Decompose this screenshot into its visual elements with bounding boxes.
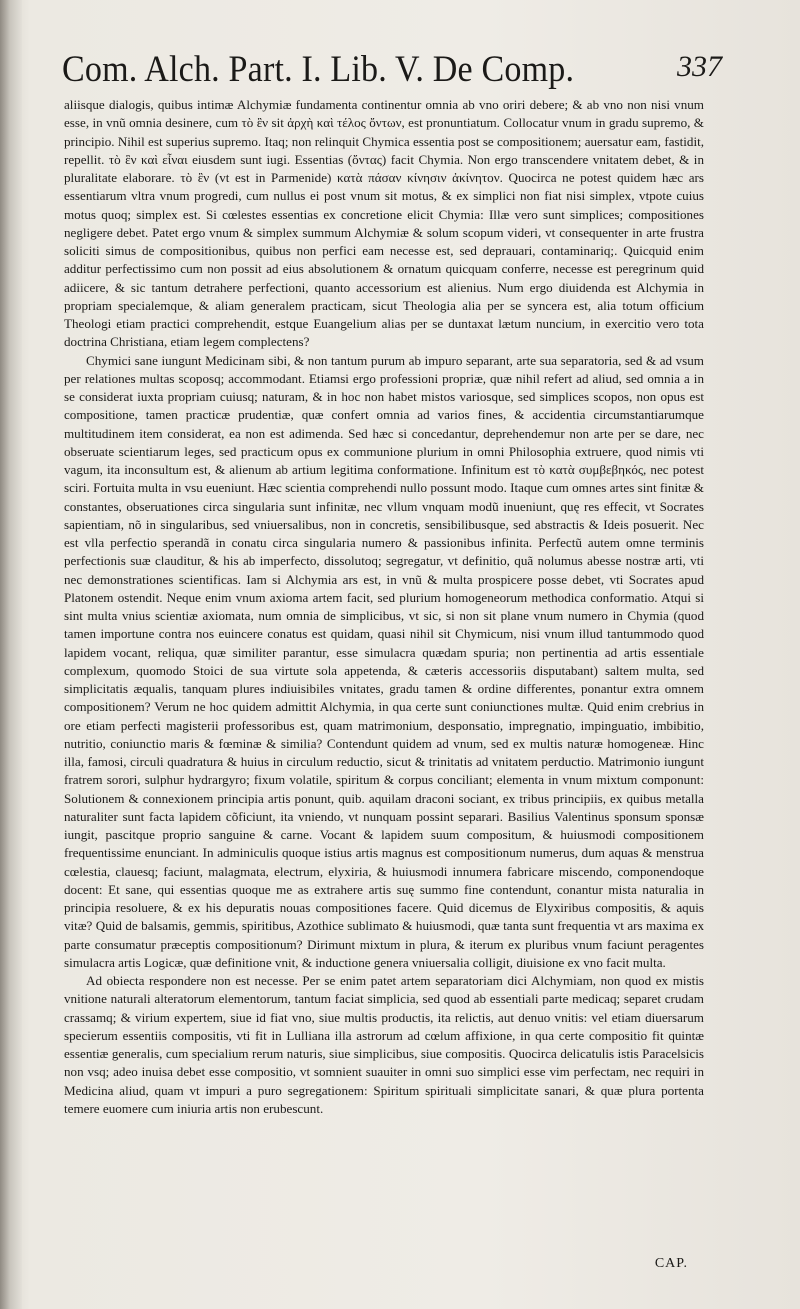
catchword: CAP. xyxy=(654,1256,688,1271)
paragraph-2: Chymici sane iungunt Medicinam sibi, & non tantum purum ab impuro separant, arte sua separatoria, sed & ad vsum per relationes multas scoposq; accommodant. Etiamsi ergo professioni propriæ, quæ nihil refert ad aliud, sed omnia a in se considerat iuxta propriam cuiusq; naturam, & in hoc non habet mistos variosque, sed simplices scopos, non opus est compositione, tamen practicæ prudentiæ, quæ confert omnia ad varios fines, & accidentia circumstantiarumque multitudinem item considerat, ea non est adimenda. Sed hæc si concedantur, deprehendemur non arte per se dare, nec obseruate scientiarum leges, sed practicum opus ex communione plurium in omni Philosophia extruere, quod nimis vti vagum, ita inconsultum est, & alienum ab artium legitima conformatione. Infinitum est τὸ κατὰ συμβεβηκός, nec potest sciri. Fortuita multa in vsu eueniunt. Hæc scientia comprehendi nullo possunt modo. Itaque cum omnes artes sint finitæ & constantes, obseruationes circa singularia sunt infinitæ, nec vllum vnquam modũ inueniunt, quę res effecit, vt Socrates sapientiam, nõ in singularibus, sed vniuersalibus, non in concretis, sensibilibusque, sed abstractis & Ideis posuerit. Nec est vlla perfectio sperandã in conatu circa singularia numero & passionibus infinita. Perfectũ autem omne terminis perfectionis suæ clauditur, & his ab imperfecto, dissolutoq; segregatur, vt definitio, quã nolumus abesse nostræ arti, vti nec demonstrationes scientificas. Iam si Alchymia ars est, in vnũ & multa prospicere posse debet, vti Socrates apud Platonem ostendit. Neque enim vnum axioma artem facit, sed plurium homogeneorum methodica conformatio. Atqui si sint multa vnius scientiæ axiomata, num omnia de simplicibus, vt sic, si non sit plane vnum numero in Chymia (quod tamen importune contra nos euincere conatus est quidam, quasi nihil sit Chymicum, nisi vnum illud tantummodo quod lapidem vocant, reliqua, quæ similiter parantur, esse simulacra quædam spuria; non pertinentia ad artis essentiale complexum, quomodo Stoici de sua virtute sola appetenda, & cæteris accessoriis disputabant) saltem multa, sed simplicitatis æqualis, tanquam plures indiuisibiles vnitates, gradu tamen & ordine differentes, ponantur extra omnem compositionem? Verum ne hoc quidem admittit Alchymia, in qua certe sunt coniunctiones multæ. Quid enim crebrius in ore etiam perfecti magisterii professoribus est, quam matrimonium, desponsatio, impregnatio, impinguatio, imbibitio, nutritio, coniunctio maris & fœminæ & similia? Contendunt quidem ad vnum, sed ex multis naturæ homogeneæ. Hinc illa, famosi, circuli quadratura & huius in circulum reductio, sicut & trinitatis ad vnitatem perductio. Matrimonio iungunt fratrem sorori, sulphur hydrargyro; fixum volatile, spiritum & corpus conciliant; elementa in vnum mixtum componunt: Solutionem & connexionem principia artis ponunt, quib. aquilam draconi sociant, ex tribus principiis, ex quibus metalla naturaliter sunt facta lapidem cõficiunt, ita vniendo, vt nunquam possint separari. Basilius Valentinus sponsum sponsæ iungit, pascitque proprio sanguine & carne. Vocant & lapidem suum compositum, & huiusmodi compositionem frequentissime enunciant. In adminiculis quoque istius artis magnus est compositionum numerus, dum aquas & menstrua cœlestia, clauesq; faciunt, malagmata, electrum, elyxiria, & huiusmodi innumera fabricare miscendo, componendoque docent: Et sane, qui essentias quoque me as extrahere artis suę summo fine contendunt, conantur mista naturalia in principia resoluere, & ex his depuratis nouas compositiones facere. Quid dicemus de Elyxiribus compositis, & aquis vitæ? Quid de balsamis, gemmis, spiritibus, Azothice sublimato & huiusmodi, quæ tanta sunt frequentia vt ars maxima ex parte consumatur præceptis compositionum? Dirimunt mixtum in plura, & iterum ex pluribus vnum faciunt peragentes simulacra artis Logicæ, quæ definitione vnit, & inductione genera vniuersalia colligit, diuisione ex vno facit multa. xyxy=(64,352,704,970)
paragraph-1: aliisque dialogis, quibus intimæ Alchymiæ fundamenta continentur omnia ab vno oriri debere; & ab vno non nisi vnum esse, in vnũ omnia desinere, cum τὸ ἓν sit ἀρχὴ καὶ τέλος ὄντων, est pronuntiatum. Collocatur vnum in gradu supremo, & principio. Nihil est superius supremo. Itaq; non relinquit Chymica essentia post se compositionem; auersatur eam, fastidit, repellit. τὸ ἓν καὶ εἶναι eiusdem sunt iugi. Essentias (ὄντας) facit Chymia. Non ergo transcendere vnitatem debet, & in pluralitate elaborare. τὸ ἓν (vt est in Parmenide) κατὰ πάσαν κίνησιν ἀκίνητον. Quocirca ne potest quidem hæc ars essentiarum vltra vnum progredi, cum nullus ei post vnum sit motus, & ex simplici non fiat nisi simplex, vtpote cuius motus quoq; simplex est. Si cœlestes essentias ex concretione elicit Chymia: Illæ vero sunt simplices; compositiones negligere debet. Patet ergo vnum & simplex summum Alchymiæ & solum scopum videri, vt consequenter in arte frustra soliciti simus de compositionibus, quibus non perfici eam necesse est, sed deprauari, contaminariq;. Quicquid enim additur perfectissimo cum non possit ad eius absolutionem & ornatum quicquam conferre, necesse est peregrinum quid adiicere, & sic tantum detrahere perfectioni, quanto accessorium est alienius. Num ergo diuidenda est Alchymia in propriam specialemque, & aliam generalem practicam, sicut Theologia alia per se syncera est, alia totum officium Theologi etiam practici comprehendit, estque Euangelium alias per se duntaxat lætum nuncium, in exercitio vero tota doctrina Christiana, etiam legem complectens? xyxy=(64,97,704,350)
page-number: 337 xyxy=(677,50,722,83)
body-text xyxy=(64,96,704,1118)
binding-gutter xyxy=(0,0,22,1309)
paragraph-3: Ad obiecta respondere non est necesse. Per se enim patet artem separatoriam dici Alchymiam, non quod ex mistis vnitione naturali alteratorum elementorum, tantum faciat simplicia, sed quod ab essentiali parte medicaq; separet crudam crassamq; & virium expertem, siue id fiat vno, siue multis productis, ita relictis, aut denuo vnitis: vel etiam diuersarum specierum essentiis compositis, vti fit in Lulliana illa astrorum ad cœlum affixione, in qua certe compositio fit quintæ essentiæ generalis, cum specialium rerum naturis, siue simplicibus, siue compositis. Quocirca delicatulis istis Paracelsicis non vsq; adeo inuisa debet esse compositio, vt somnient suauiter in omni suo simplici esse vim perfectam, nec requiri in Medicina aliud, quam vt impuri a puro segregationem: Spiritum spirituali simplicitate sanari, & quæ plura portenta temere euomere cum iniuria artis non erubescunt. xyxy=(64,973,704,1116)
running-head: Com. Alch. Part. I. Lib. V. De Comp. xyxy=(62,49,575,90)
page-header xyxy=(62,48,722,100)
